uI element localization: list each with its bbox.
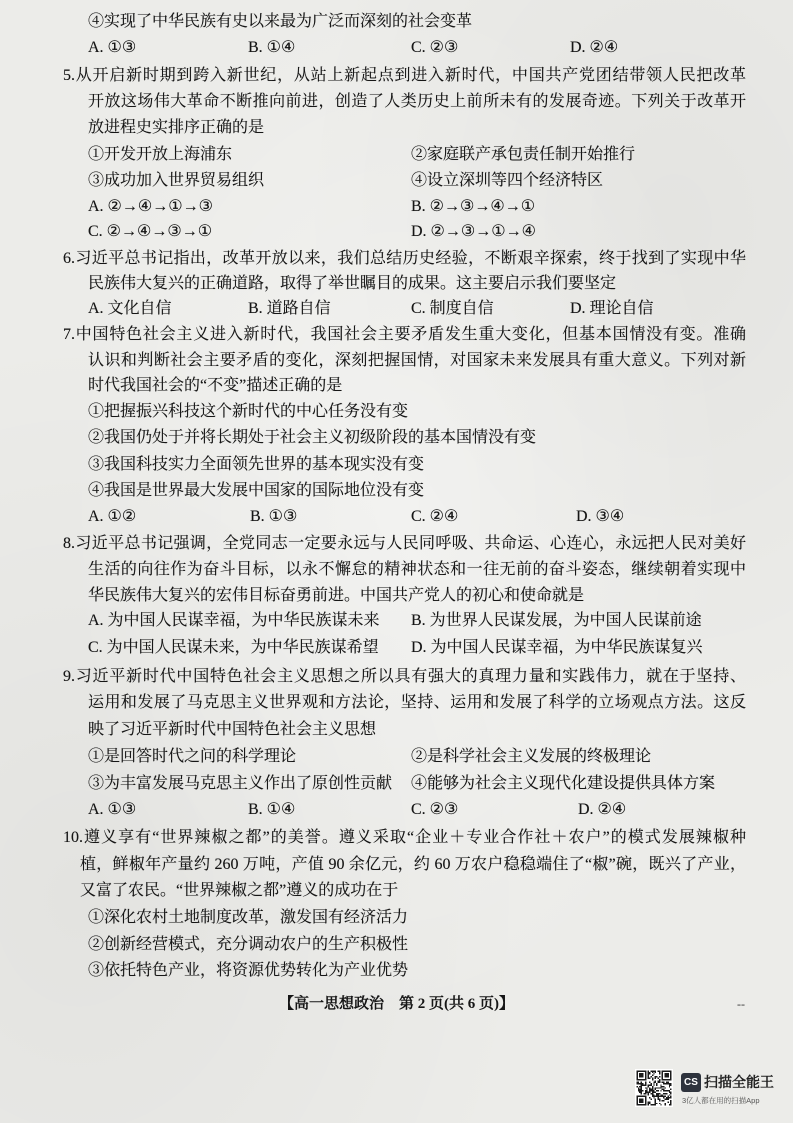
q7-item-3: ③我国科技实力全面领先世界的基本现实没有变 [88,456,425,473]
q10-stem-line-1: 10.遵义享有“世界辣椒之都”的美誉。遵义采取“企业＋专业合作社＋农户”的模式发展辣椒种 [63,829,746,846]
q7-option-c: C. ②④ [411,508,459,525]
q9-stem-line-3: 映了习近平新时代中国特色社会主义思想 [88,721,377,738]
camscanner-logo: CS [681,1073,701,1092]
q5-item-1: ①开发开放上海浦东 [88,146,233,163]
q9-option-c: C. ②③ [411,801,459,818]
q5-stem-line-1: 5.从开启新时期到跨入新世纪，从站上新起点到进入新时代，中国共产党团结带领人民把改革 [63,67,746,84]
q6-option-a: A. 文化自信 [88,300,172,317]
q5-stem-line-2: 开放这场伟大革命不断推向前进，创造了人类历史上前所未有的发展奇迹。下列关于改革开 [88,93,746,110]
page-footer-label: 【高一思想政治 第 2 页(共 6 页)】 [279,996,514,1012]
q5-option-a: A. ②→④→①→③ [88,198,213,215]
q5-option-b: B. ②→③→④→① [411,198,536,215]
q5-item-4: ④设立深圳等四个经济特区 [411,172,604,189]
q9-stem-line-2: 运用和发展了马克思主义世界观和方法论，坚持、运用和发展了科学的立场观点方法。这反 [88,694,746,711]
q8-stem-line-3: 华民族伟大复兴的宏伟目标奋勇前进。中国共产党人的初心和使命就是 [88,587,585,604]
q5-stem-line-3: 放进程史实排序正确的是 [88,119,265,136]
q7-stem-line-2: 认识和判断社会主要矛盾的变化，深刻把握国情，对国家未来发展具有重大意义。下列对新 [88,352,746,369]
q9-option-b: B. ①④ [248,801,296,818]
q4-option-d: D. ②④ [570,39,619,56]
q4-option-a: A. ①③ [88,39,137,56]
q9-item-4: ④能够为社会主义现代化建设提供具体方案 [411,775,716,792]
q10-item-2: ②创新经营模式，充分调动农户的生产积极性 [88,936,409,953]
q6-stem-line-2: 民族伟大复兴的正确道路，取得了举世瞩目的成果。这主要启示我们要坚定 [88,275,617,292]
q7-item-4: ④我国是世界最大发展中国家的国际地位没有变 [88,482,425,499]
q9-item-1: ①是回答时代之问的科学理论 [88,748,297,765]
q5-item-2: ②家庭联产承包责任制开始推行 [411,146,636,163]
q6-stem-line-1: 6.习近平总书记指出，改革开放以来，我们总结历史经验，不断艰辛探索，终于找到了实现中华 [63,250,746,267]
q5-option-d: D. ②→③→①→④ [411,223,536,240]
q6-option-d: D. 理论自信 [570,300,654,317]
q10-item-3: ③依托特色产业，将资源优势转化为产业优势 [88,962,409,979]
footer-mark: -- [737,997,745,1011]
q4-item-4: ④实现了中华民族有史以来最为广泛而深刻的社会变革 [88,13,473,30]
q9-option-d: D. ②④ [578,801,627,818]
q7-stem-line-1: 7.中国特色社会主义进入新时代，我国社会主要矛盾发生重大变化，但基本国情没有变。准确 [63,326,746,343]
q8-option-c: C. 为中国人民谋未来，为中华民族谋希望 [88,639,379,656]
q9-item-2: ②是科学社会主义发展的终极理论 [411,748,652,765]
q8-option-b: B. 为世界人民谋发展，为中国人民谋前途 [411,612,702,629]
scanner-tagline: 3亿人都在用的扫描App [682,1096,760,1105]
q5-option-c: C. ②→④→③→① [88,223,213,240]
q7-option-a: A. ①② [88,508,137,525]
q4-option-b: B. ①④ [248,39,296,56]
q8-option-d: D. 为中国人民谋幸福，为中华民族谋复兴 [411,639,703,656]
q7-option-b: B. ①③ [250,508,298,525]
q4-option-c: C. ②③ [411,39,459,56]
q7-stem-line-3: 时代我国社会的“不变”描述正确的是 [88,377,343,394]
scanner-app-name: 扫描全能王 [704,1074,774,1090]
q6-option-b: B. 道路自信 [248,300,331,317]
q9-option-a: A. ①③ [88,801,137,818]
qr-code-icon [635,1069,673,1107]
q10-item-1: ①深化农村土地制度改革，激发国有经济活力 [88,909,409,926]
q10-stem-line-2: 植，鲜椒年产量约 260 万吨，产值 90 余亿元，约 60 万农户稳稳端住了“椒”碗，既兴了产业， [80,856,746,873]
q7-option-d: D. ③④ [576,508,625,525]
q8-stem-line-2: 生活的向往作为奋斗目标，以永不懈怠的精神状态和一往无前的奋斗姿态，继续朝着实现中 [88,561,746,578]
q9-item-3: ③为丰富发展马克思主义作出了原创性贡献 [88,775,393,792]
q7-item-2: ②我国仍处于并将长期处于社会主义初级阶段的基本国情没有变 [88,429,537,446]
q10-stem-line-3: 又富了农民。“世界辣椒之都”遵义的成功在于 [80,882,399,899]
q6-option-c: C. 制度自信 [411,300,494,317]
q9-stem-line-1: 9.习近平新时代中国特色社会主义思想之所以具有强大的真理力量和实践伟力，就在于坚持、 [63,668,746,685]
q5-item-3: ③成功加入世界贸易组织 [88,172,265,189]
q8-stem-line-1: 8.习近平总书记强调，全党同志一定要永远与人民同呼吸、共命运、心连心，永远把人民对美好 [63,535,746,552]
q8-option-a: A. 为中国人民谋幸福，为中华民族谋未来 [88,612,380,629]
q7-item-1: ①把握振兴科技这个新时代的中心任务没有变 [88,403,409,420]
